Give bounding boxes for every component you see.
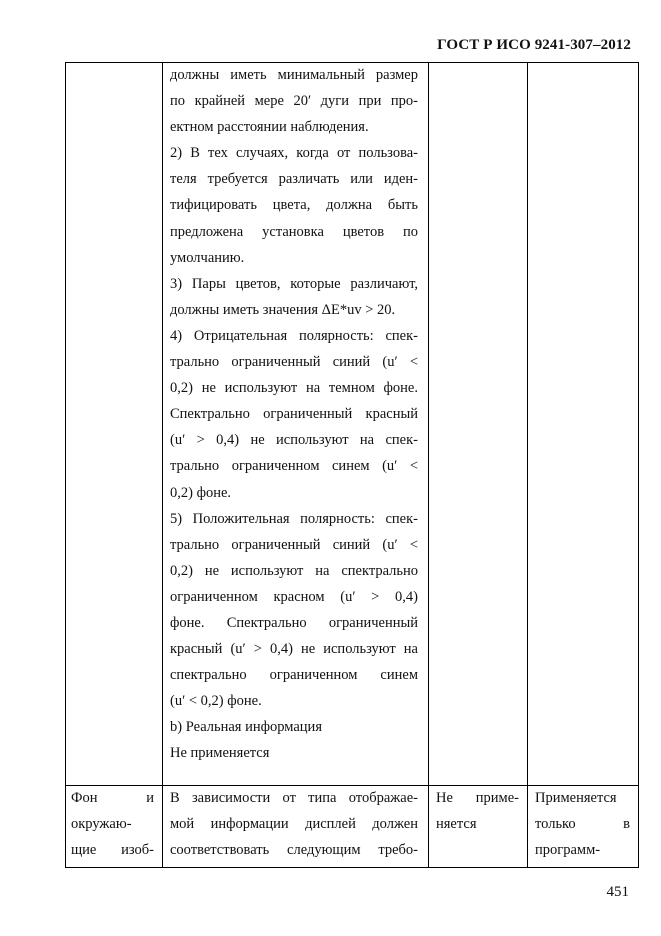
text-line: Не приме- xyxy=(436,790,519,806)
text-line: мой информации дисплей должен xyxy=(170,816,418,833)
text-line: Не применяется xyxy=(170,745,270,762)
text-line: 0,2) не используют на спектрально xyxy=(170,562,418,579)
text-line: Применяется xyxy=(535,790,617,806)
text-line: В зависимости от типа отображае- xyxy=(170,790,418,806)
text-line: по крайней мере 20′ дуги при про- xyxy=(170,93,418,110)
text-line: щие изоб- xyxy=(71,842,154,859)
text-line: должны иметь значения ΔE*uv > 20. xyxy=(170,301,396,318)
row-parameter-name xyxy=(71,785,154,863)
text-line: (u′ < 0,2) фоне. xyxy=(170,693,262,710)
continued-row-description xyxy=(170,62,418,767)
text-line: фоне. Спектрально ограниченный xyxy=(170,614,418,631)
text-line: 3) Пары цветов, которые различают, xyxy=(170,275,418,292)
column-divider-3 xyxy=(527,62,528,868)
text-line: красный (u′ > 0,4) не используют на xyxy=(170,641,418,658)
text-line: трально ограниченном синем (u′ < xyxy=(170,458,418,475)
text-line: b) Реальная информация xyxy=(170,719,322,736)
text-line: Фон и xyxy=(71,790,154,806)
text-line: 4) Отрицательная полярность: спек- xyxy=(170,327,418,344)
text-line: соответствовать следующим требо- xyxy=(170,842,418,859)
text-line: теля требуется различать или иден- xyxy=(170,171,418,188)
text-line: спектрально ограниченном синем xyxy=(170,667,418,684)
text-line: няется xyxy=(436,816,477,833)
text-line: программ- xyxy=(535,842,601,859)
page-number: 451 xyxy=(606,884,629,900)
text-line: должны иметь минимальный размер xyxy=(170,67,418,83)
text-line: ектном расстоянии наблюдения. xyxy=(170,119,369,136)
table-right-border xyxy=(638,62,639,868)
text-line: 2) В тех случаях, когда от пользова- xyxy=(170,145,418,162)
column-divider-2 xyxy=(428,62,429,868)
table-left-border xyxy=(65,62,66,868)
text-line: 0,2) фоне. xyxy=(170,484,232,501)
table-bottom-border xyxy=(65,867,639,868)
text-line: (u′ > 0,4) не используют на спек- xyxy=(170,432,418,449)
text-line: тифицировать цвета, должна быть xyxy=(170,197,418,214)
row-applicability-1 xyxy=(436,785,519,837)
text-line: предложена установка цветов по xyxy=(170,223,418,240)
text-line: ограниченном красном (u′ > 0,4) xyxy=(170,588,418,605)
column-divider-1 xyxy=(162,62,163,868)
document-header: ГОСТ Р ИСО 9241-307–2012 xyxy=(437,37,631,53)
text-line: окружаю- xyxy=(71,816,132,833)
text-line: 0,2) не используют на темном фоне. xyxy=(170,380,418,397)
text-line: умолчанию. xyxy=(170,249,245,266)
text-line: Спектрально ограниченный красный xyxy=(170,406,418,423)
text-line: трально ограниченный синий (u′ < xyxy=(170,536,418,553)
row-applicability-2 xyxy=(535,785,630,863)
row-requirement-description xyxy=(170,785,418,863)
text-line: 5) Положительная полярность: спек- xyxy=(170,510,418,527)
text-line: только в xyxy=(535,816,630,833)
text-line: трально ограниченный синий (u′ < xyxy=(170,354,418,371)
